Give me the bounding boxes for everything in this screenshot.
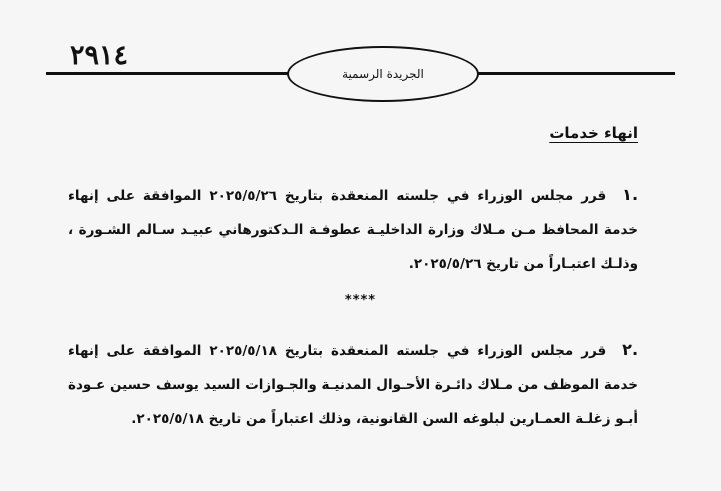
gazette-title-oval bbox=[287, 46, 479, 102]
decision-text: قرر مجلس الوزراء في جلسته المنعقدة بتاريخ ٢٠٢٥/٥/٢٦ الموافقة على إنهاء خدمة المحافظ مـن مـلاك وزارة الداخليـة عطوفـة الـدكتورهاني عبيـد سـالم الشـورة ، وذلـك اعتبـاراً من تاريخ ٢٠٢٥/٥/٢٦. bbox=[68, 188, 638, 272]
gazette-title: الجريدة الرسمية bbox=[342, 67, 424, 81]
decision-number: .١ bbox=[622, 185, 639, 204]
page-number: ٢٩١٤ bbox=[70, 40, 129, 71]
decision-item bbox=[68, 178, 638, 281]
separator: **** bbox=[344, 293, 377, 308]
decision-text: قرر مجلس الوزراء في جلسته المنعقدة بتاريخ ٢٠٢٥/٥/١٨ الموافقة على إنهاء خدمة الموظف من مـلاك دائـرة الأحـوال المدنيـة والجـوازات السيد يوسف حسين عـودة أبـو زغلـة العمـارين لبلوغه السن القانونية، وذلك اعتباراً من تاريخ ٢٠٢٥/٥/١٨. bbox=[68, 343, 638, 427]
section-title: انهاء خدمات bbox=[549, 124, 638, 142]
decision-item bbox=[68, 333, 638, 436]
decision-number: .٢ bbox=[622, 340, 639, 359]
